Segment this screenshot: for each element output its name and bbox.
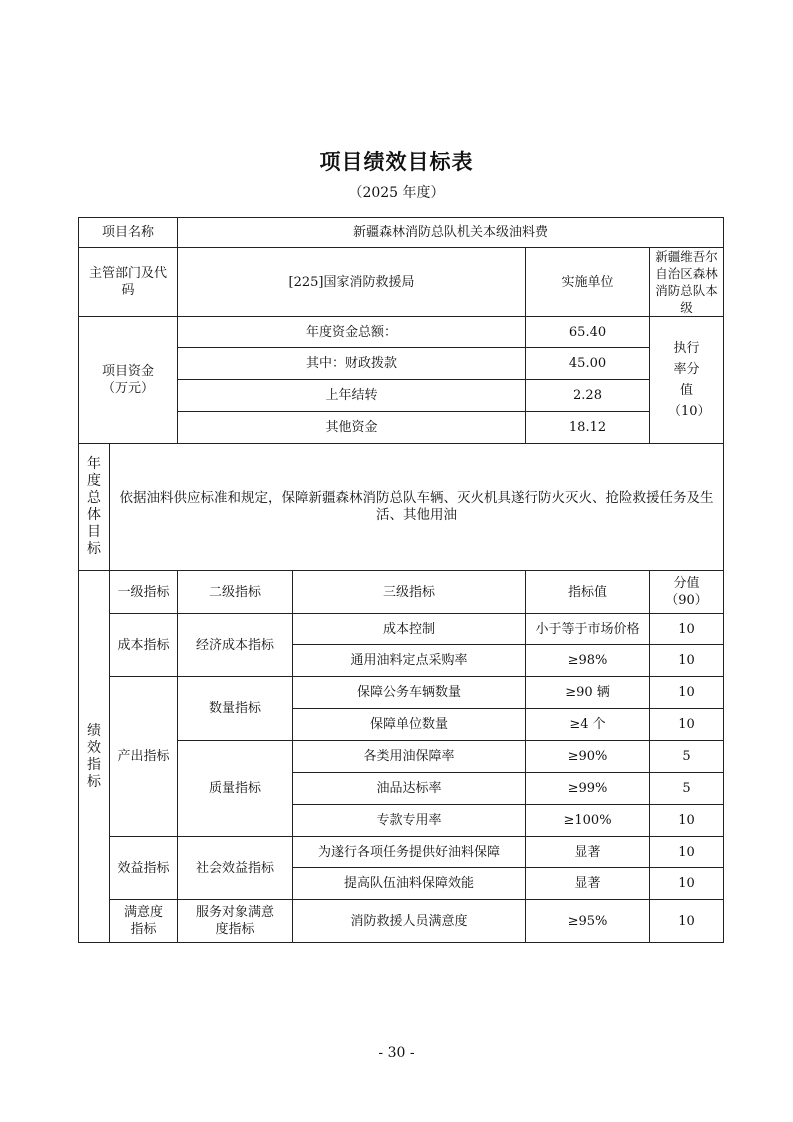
indicator-value: ≥95% — [526, 900, 650, 943]
indicator-value: ≥100% — [526, 805, 650, 837]
indicator-score: 10 — [650, 645, 724, 677]
indicator-value: ≥4 个 — [526, 709, 650, 741]
indicator-name: 保障单位数量 — [293, 709, 526, 741]
header-level2: 二级指标 — [178, 571, 293, 614]
indicator-name: 油品达标率 — [293, 773, 526, 805]
page-subtitle: （2025 年度） — [348, 185, 445, 201]
subcategory-quality: 质量指标 — [178, 741, 293, 837]
indicator-score: 5 — [650, 773, 724, 805]
subcategory-economic-cost: 经济成本指标 — [178, 614, 293, 677]
indicator-name: 消防救援人员满意度 — [293, 900, 526, 943]
funds-label: 项目资金（万元） — [79, 317, 178, 444]
indicator-score: 10 — [650, 677, 724, 709]
indicator-name: 各类用油保障率 — [293, 741, 526, 773]
funds-other-value: 18.12 — [526, 412, 650, 444]
header-value: 指标值 — [526, 571, 650, 614]
indicator-score: 10 — [650, 614, 724, 645]
category-benefit: 效益指标 — [110, 837, 178, 900]
category-satisfaction: 满意度指标 — [110, 900, 178, 943]
header-level3: 三级指标 — [293, 571, 526, 614]
subcategory-service-satisfaction: 服务对象满意度指标 — [178, 900, 293, 943]
unit-label: 实施单位 — [526, 248, 650, 317]
project-name-value: 新疆森林消防总队机关本级油料费 — [178, 218, 724, 248]
page-title: 项目绩效目标表 — [319, 150, 474, 174]
funds-total-value: 65.40 — [526, 317, 650, 348]
funds-carryover-label: 上年结转 — [178, 380, 526, 412]
indicator-value: 显著 — [526, 837, 650, 868]
project-name-label: 项目名称 — [79, 218, 178, 248]
indicator-score: 10 — [650, 900, 724, 943]
indicator-score: 5 — [650, 741, 724, 773]
indicator-name: 通用油料定点采购率 — [293, 645, 526, 677]
funds-total-label: 年度资金总额： — [178, 317, 526, 348]
indicator-name: 保障公务车辆数量 — [293, 677, 526, 709]
header-score: 分值（90） — [650, 571, 724, 614]
funds-other-label: 其他资金 — [178, 412, 526, 444]
performance-table — [78, 217, 724, 943]
funds-fiscal-label: 其中：财政拨款 — [178, 348, 526, 380]
subcategory-social-benefit: 社会效益指标 — [178, 837, 293, 900]
funds-fiscal-value: 45.00 — [526, 348, 650, 380]
indicator-name: 成本控制 — [293, 614, 526, 645]
dept-label: 主管部门及代码 — [79, 248, 178, 317]
indicator-value: ≥98% — [526, 645, 650, 677]
annual-goal-label: 年度总体目标 — [79, 444, 110, 571]
unit-value: 新疆维吾尔自治区森林消防总队本级 — [650, 248, 724, 317]
indicator-value: 显著 — [526, 868, 650, 900]
funds-carryover-value: 2.28 — [526, 380, 650, 412]
indicator-score: 10 — [650, 837, 724, 868]
indicator-value: 小于等于市场价格 — [526, 614, 650, 645]
indicator-score: 10 — [650, 805, 724, 837]
header-level1: 一级指标 — [110, 571, 178, 614]
category-cost: 成本指标 — [110, 614, 178, 677]
indicator-value: ≥90% — [526, 741, 650, 773]
indicator-name: 为遂行各项任务提供好油料保障 — [293, 837, 526, 868]
indicator-score: 10 — [650, 868, 724, 900]
category-output: 产出指标 — [110, 677, 178, 837]
indicator-score: 10 — [650, 709, 724, 741]
execution-rate-score: 执行率分值（10） — [650, 317, 724, 444]
subcategory-quantity: 数量指标 — [178, 677, 293, 741]
indicator-name: 专款专用率 — [293, 805, 526, 837]
indicator-value: ≥90 辆 — [526, 677, 650, 709]
performance-indicators-label: 绩效指标 — [79, 571, 110, 943]
indicator-value: ≥99% — [526, 773, 650, 805]
dept-value: [225]国家消防救援局 — [178, 248, 526, 317]
page-number: - 30 - — [378, 1045, 415, 1061]
annual-goal-text: 依据油料供应标准和规定，保障新疆森林消防总队车辆、灭火机具遂行防火灭火、抢险救援任务及生活、其他用油 — [110, 444, 724, 571]
indicator-name: 提高队伍油料保障效能 — [293, 868, 526, 900]
